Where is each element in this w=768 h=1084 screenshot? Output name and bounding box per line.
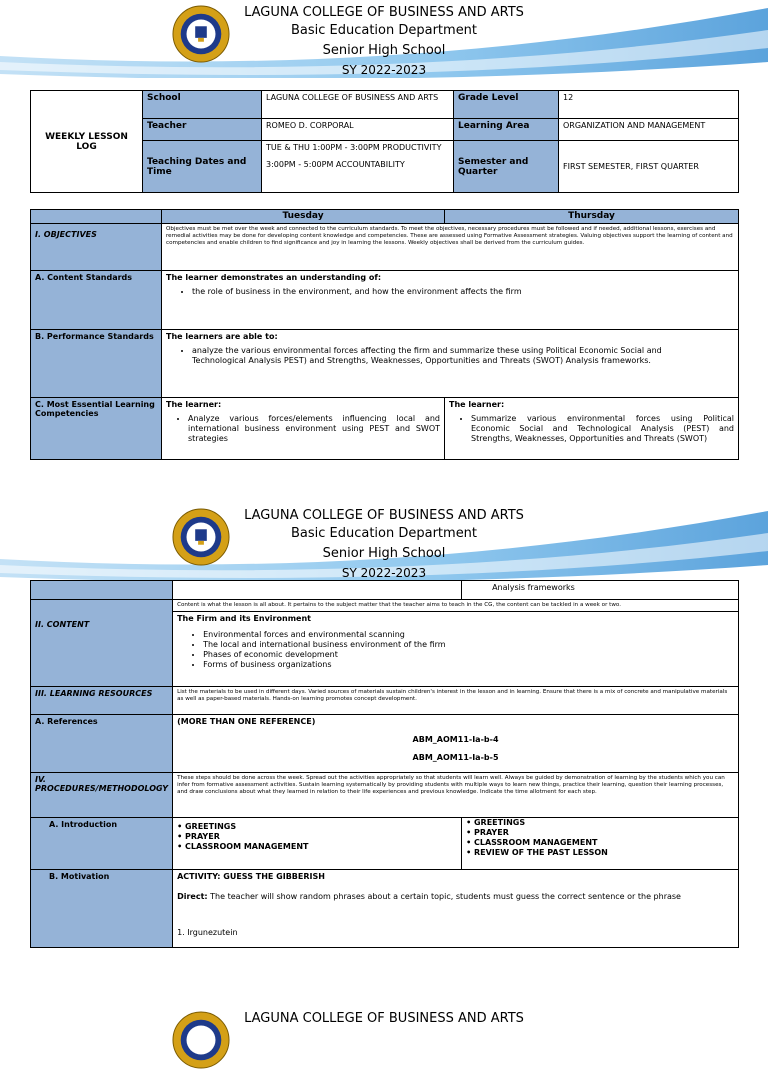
learning-resources-text: List the materials to be used in different days. Varied sources of materials sustain children's interest in the lesson and in learning. Ensure that there is a mix of concrete and manipulative materials as well as paper-based materials. Hands-on learning promotes concept development. [173,687,739,715]
tuesday-header: Tuesday [162,210,445,224]
content-item: • Phases of economic development [203,650,734,660]
content-item: • Environmental forces and environmental scanning [203,630,734,640]
motivation-activity: ACTIVITY: GUESS THE GIBBERISH [177,872,325,881]
content-label: II. CONTENT [31,600,173,687]
content-standards-label: A. Content Standards [31,271,162,330]
references-label: A. References [31,715,173,773]
intro-tue-item: • CLASSROOM MANAGEMENT [177,842,309,851]
melc-label: C. Most Essential Learning Competencies [31,398,162,460]
references-heading: (MORE THAN ONE REFERENCE) [177,717,316,726]
page-header [0,1006,768,1084]
teacher-label: Teacher [143,119,262,141]
intro-tue-item: • PRAYER [177,832,220,841]
semester-label: Semester and Quarter [454,141,559,193]
content-standards-item: • the role of business in the environment, and how the environment affects the firm [192,287,734,297]
content-standards-heading: The learner demonstrates an understanding of: [166,273,382,282]
school-name: LAGUNA COLLEGE OF BUSINESS AND ARTS [244,508,524,523]
page-1 [0,0,768,443]
motivation-direction: Direct: The teacher will show random phrases about a certain topic, students must guess the correct sentence or the phrase [177,892,681,901]
school-name: LAGUNA COLLEGE OF BUSINESS AND ARTS [244,1011,524,1026]
intro-thu-item: • CLASSROOM MANAGEMENT [466,838,598,847]
learning-resources-label: III. LEARNING RESOURCES [31,687,173,715]
content-item: • The local and international business environment of the firm [203,640,734,650]
area-label: Learning Area [454,119,559,141]
introduction-label: A. Introduction [31,818,173,870]
melc-thu-item: • Summarize various environmental forces using Political Economic Social and Technological Analysis (PEST) and Strengths, Weaknesses, Opportunities and Threats (SWOT) [471,414,734,444]
melc-tue-continued [173,581,462,600]
objectives-text: Objectives must be met over the week and connected to the curriculum standards. To meet the objectives, necessary procedures must be followed and if needed, additional lessons, exercises and remedial activities may be done for developing content knowledge and competencies. These are assessed using Formative Assessment strategies. Valuing objectives support the learning of content and competencies and enable children to find significance and joy in learning the lessons. Weekly objectives shall be derived from the curriculum guides. [162,224,739,271]
dates-value-1: TUE & THU 1:00PM - 3:00PM PRODUCTIVITY [266,143,442,152]
dates-value-2: 3:00PM - 5:00PM ACCOUNTABILITY [266,160,405,169]
level-name: Senior High School [322,43,446,58]
procedures-label: IV. PROCEDURES/METHODOLOGY [31,773,173,818]
performance-standards-item: • analyze the various environmental forces affecting the firm and summarize these using Political Economic Social and Technological Analysis PEST) and Strengths, Weaknesses, Opportunities and Threats (SWOT) Analysis frameworks. [192,346,704,366]
level-name: Senior High School [322,546,446,561]
department-name: Basic Education Department [290,526,478,541]
performance-standards-heading: The learners are able to: [166,332,278,341]
melc-tue-heading: The learner: [166,400,222,409]
intro-thu-item: • PRAYER [466,828,509,837]
procedures-text: These steps should be done across the week. Spread out the activities appropriately so that students will learn well. Always be guided by demonstration of learning by the students which you can infer from formative assessment activities. Sustain learning systematically by providing students with multiple ways to learn new things, practice their learning, question their learning processes, and draw conclusions about what they learned in relation to their life experiences and previous knowledge. Indicate the time allotment for each step. [173,773,739,818]
content-item: • Forms of business organizations [203,660,734,670]
school-label: School [143,91,262,119]
reference-item: ABM_AOM11-Ia-b-4 [412,735,499,744]
corner-cell [31,210,162,224]
motivation-label: B. Motivation [31,870,173,948]
grade-value: 12 [559,91,739,119]
school-year: SY 2022-2023 [341,566,427,580]
school-value: LAGUNA COLLEGE OF BUSINESS AND ARTS [262,91,454,119]
info-table [30,90,739,193]
objectives-table [30,209,739,460]
intro-thu-item: • REVIEW OF THE PAST LESSON [466,848,608,857]
school-name: LAGUNA COLLEGE OF BUSINESS AND ARTS [244,5,524,20]
dates-label: Teaching Dates and Time [143,141,262,193]
melc-label-continued [31,581,173,600]
page-2 [0,503,768,937]
content-heading: The Firm and its Environment [177,614,311,623]
content-table [30,580,739,948]
objectives-label: I. OBJECTIVES [31,224,162,271]
melc-thu-heading: The learner: [449,400,505,409]
weekly-lesson-log-title: WEEKLY LESSON LOG [31,91,143,193]
content-note: Content is what the lesson is all about. It pertains to the subject matter that the teacher aims to teach in the CG, the content can be tackled in a week or two. [173,600,738,612]
school-year: SY 2022-2023 [341,63,427,77]
motivation-item: 1. Irgunezutein [177,928,238,937]
teacher-value: ROMEO D. CORPORAL [262,119,454,141]
grade-label: Grade Level [454,91,559,119]
melc-thu-continued: Analysis frameworks [462,581,739,600]
area-value: ORGANIZATION AND MANAGEMENT [559,119,739,141]
reference-item: ABM_AOM11-Ia-b-5 [412,753,499,762]
intro-thu-item: • GREETINGS [466,818,526,827]
semester-value: FIRST SEMESTER, FIRST QUARTER [559,141,739,193]
department-name: Basic Education Department [290,23,478,38]
page-header [0,503,768,581]
melc-tue-item: • Analyze various forces/elements influencing local and international business environment using PEST and SWOT strategies [188,414,440,444]
page-3 [0,1006,768,1084]
thursday-header: Thursday [445,210,739,224]
performance-standards-label: B. Performance Standards [31,330,162,398]
page-header [0,0,768,78]
intro-tue-item: • GREETINGS [177,822,237,831]
